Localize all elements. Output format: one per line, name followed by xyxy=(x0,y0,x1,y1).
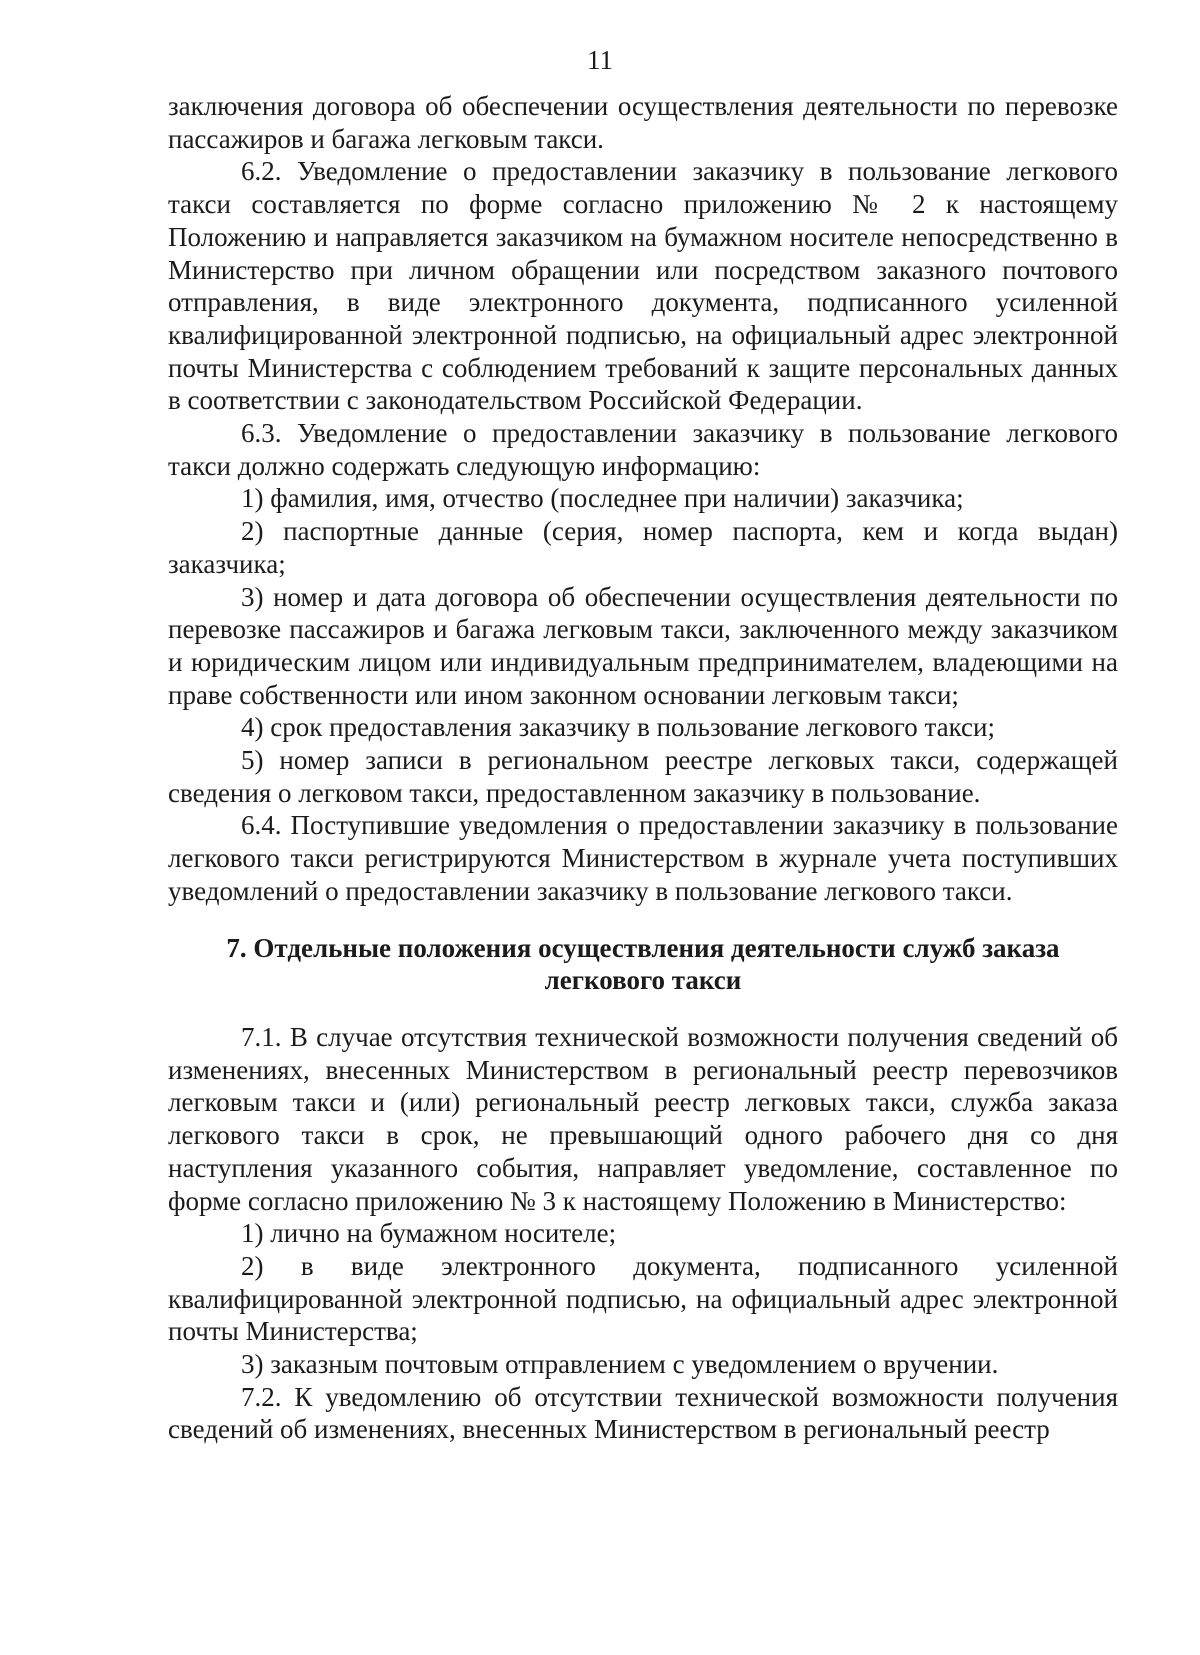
page-number: 11 xyxy=(587,45,613,75)
paragraph: 1) фамилия, имя, отчество (последнее при наличии) заказчика; xyxy=(241,483,964,514)
paragraph: 2) в виде электронного документа, подписанного усиленной квалифицированной электронной подписью, на официальный адрес электронной почты Министерства; xyxy=(168,1250,1118,1347)
paragraph: 4) срок предоставления заказчику в пользование легкового такси; xyxy=(241,712,995,743)
paragraph: 5) номер записи в региональном реестре легковых такси, содержащей сведения о легковом такси, предоставленном заказчику в пользование. xyxy=(168,745,1118,808)
paragraph: 6.2. Уведомление о предоставлении заказчику в пользование легкового такси составляется по форме согласно приложению № 2 к настоящему Положению и направляется заказчиком на бумажном носителе непосредственно в Министерство при личном обращении или посредством заказного почтового отправления, в виде электронного документа, подписанного усиленной квалифицированной электронной подписью, на официальный адрес электронной почты Министерства с соблюдением требований к защите персональных данных в соответствии с законодательством Российской Федерации. xyxy=(168,156,1118,416)
document-body xyxy=(168,90,1118,1446)
paragraph: 3) номер и дата договора об обеспечении осуществления деятельности по перевозке пассажиров и багажа легковым такси, заключенного между заказчиком и юридическим лицом или индивидуальным предпринимателем, владеющими на праве собственности или ином законном основании легковым такси; xyxy=(168,581,1118,710)
paragraph: 7.2. К уведомлению об отсутствии технической возможности получения сведений об изменениях, внесенных Министерством в региональный реестр xyxy=(168,1381,1118,1445)
paragraph: 6.3. Уведомление о предоставлении заказчику в пользование легкового такси должно содержать следующую информацию: xyxy=(168,418,1118,481)
paragraph: заключения договора об обеспечении осуществления деятельности по перевозке пассажиров и багажа легковым такси. xyxy=(168,91,1118,154)
section-heading: 7. Отдельные положения осуществления деятельности служб заказа легкового такси xyxy=(226,932,1060,996)
paragraph: 6.4. Поступившие уведомления о предоставлении заказчику в пользование легкового такси регистрируются Министерством в журнале учета поступивших уведомлений о предоставлении заказчику в пользование легкового такси. xyxy=(168,810,1118,906)
paragraphs-before xyxy=(168,90,1118,908)
paragraph: 2) паспортные данные (серия, номер паспорта, кем и когда выдан) заказчика; xyxy=(168,516,1118,579)
paragraph: 1) лично на бумажном носителе; xyxy=(241,1218,617,1249)
paragraph: 7.1. В случае отсутствия технической возможности получения сведений об изменениях, внесенных Министерством в региональный реестр перевозчиков легковым такси и (или) региональный реестр легковых такси, служба заказа легкового такси в срок, не превышающий одного рабочего дня со дня наступления указанного события, направляет уведомление, составленное по форме согласно приложению № 3 к настоящему Положению в Министерство: xyxy=(168,1021,1118,1216)
paragraphs-after xyxy=(168,1021,1118,1446)
paragraph: 3) заказным почтовым отправлением с уведомлением о вручении. xyxy=(241,1349,999,1380)
